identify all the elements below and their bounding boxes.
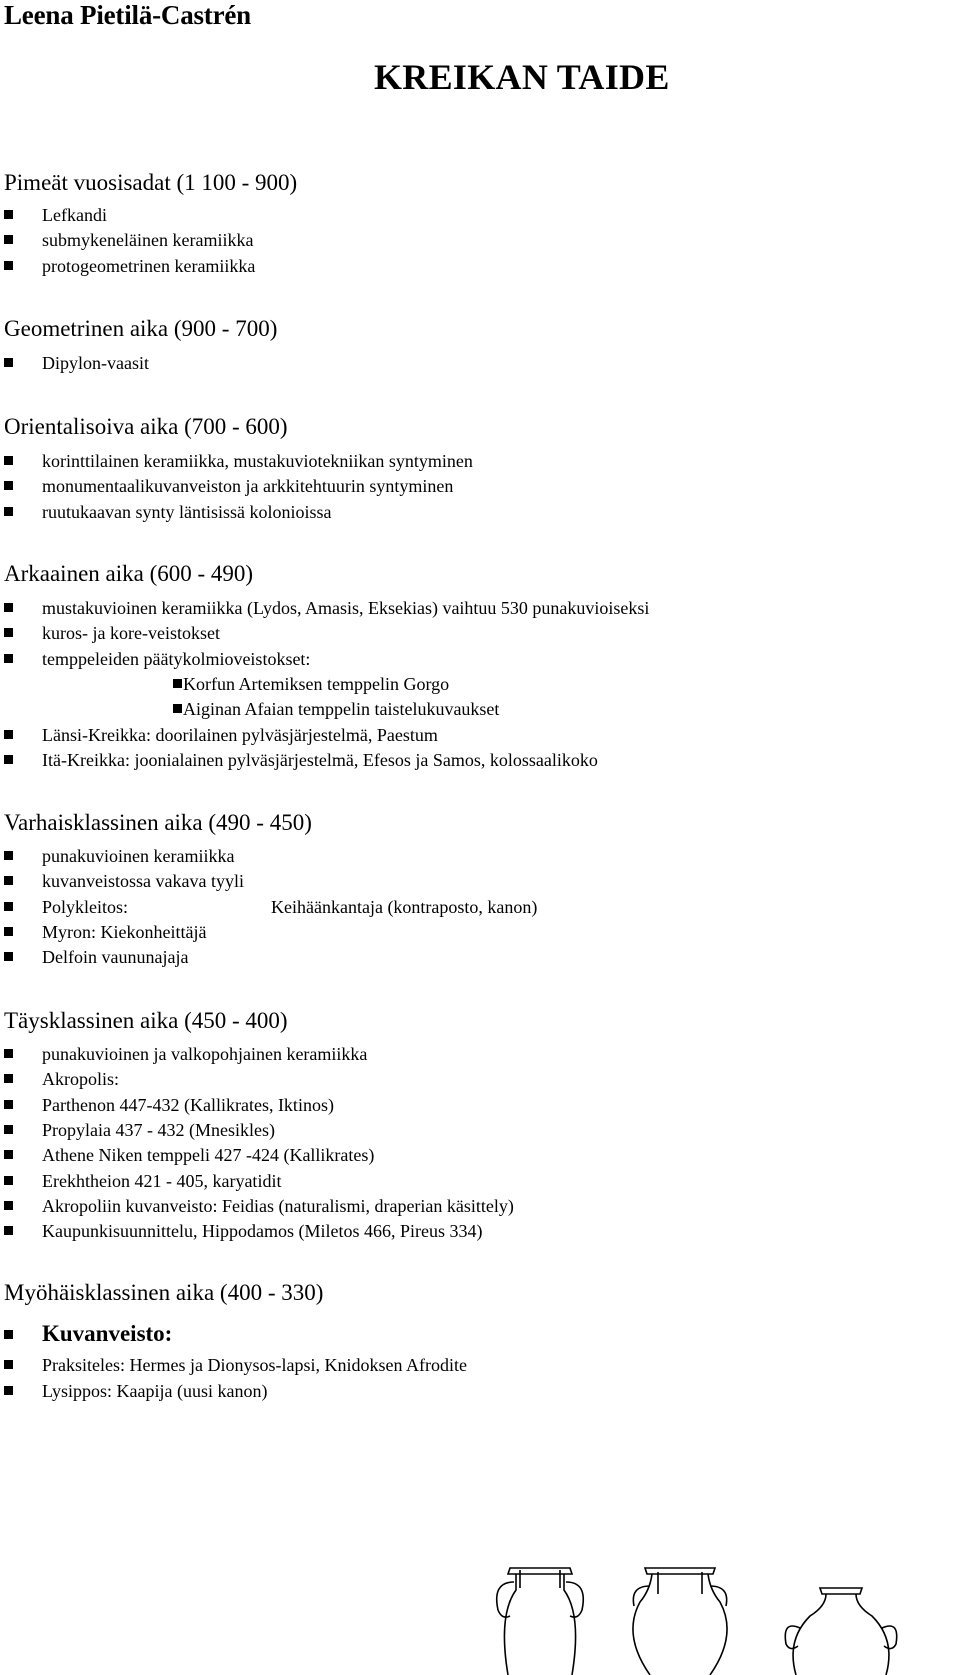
list-item-text: punakuvioinen keramiikka [42,846,235,866]
list-item-text: Delfoin vaununajaja [42,947,189,967]
list-item-text: temppeleiden päätykolmioveistokset: [42,649,311,669]
square-bullet-icon [4,1100,13,1109]
square-bullet-icon [4,1049,13,1058]
list-item-text: Länsi-Kreikka: doorilainen pylväsjärjestelmä, Paestum [42,725,438,745]
section-heading: Pimeät vuosisadat (1 100 - 900) [4,170,298,195]
list-item-detail: Keihäänkantaja (kontraposto, kanon) [271,897,538,917]
square-bullet-icon [4,902,13,911]
square-bullet-icon [4,755,13,764]
list-item-text: monumentaalikuvanveiston ja arkkitehtuurin syntyminen [42,476,454,496]
list-item-text: Polykleitos: [42,897,129,917]
square-bullet-icon [4,235,13,244]
square-bullet-icon [4,603,13,612]
square-bullet-icon [4,261,13,270]
list-item-text: Lefkandi [42,205,107,225]
list-item-text: Praksiteles: Hermes ja Dionysos-lapsi, Knidoksen Afrodite [42,1355,467,1375]
section-heading: Arkaainen aika (600 - 490) [4,561,254,586]
square-bullet-icon [4,456,13,465]
square-bullet-icon [4,1226,13,1235]
list-item-text: Itä-Kreikka: joonialainen pylväsjärjestelmä, Efesos ja Samos, kolossaalikoko [42,750,598,770]
list-item-text: kuros- ja kore-veistokset [42,623,220,643]
list-item-text: Myron: Kiekonheittäjä [42,922,207,942]
krater-drawing [633,1568,727,1675]
vase-drawings [490,1560,950,1675]
list-item-text: Aiginan Afaian temppelin taistelukuvaukset [183,699,500,719]
square-bullet-icon [4,1386,13,1395]
square-bullet-icon [4,507,13,516]
list-item-text: Athene Niken temppeli 427 -424 (Kallikrates) [42,1145,375,1165]
list-item-text: protogeometrinen keramiikka [42,256,256,276]
list-item-text: mustakuvioinen keramiikka (Lydos, Amasis, Eksekias) vaihtuu 530 punakuvioiseksi [42,598,650,618]
section-heading: Geometrinen aika (900 - 700) [4,316,278,341]
square-bullet-icon [4,628,13,637]
list-item-text: Kuvanveisto: [42,1321,173,1346]
square-bullet-icon [4,210,13,219]
list-item-text: Erekhtheion 421 - 405, karyatidit [42,1171,282,1191]
square-bullet-icon [4,358,13,367]
square-bullet-icon [173,704,182,713]
square-bullet-icon [4,481,13,490]
author-name: Leena Pietilä-Castrén [4,0,251,30]
list-item-text: Kaupunkisuunnittelu, Hippodamos (Miletos 466, Pireus 334) [42,1221,483,1241]
square-bullet-icon [4,1125,13,1134]
square-bullet-icon [4,1330,13,1339]
list-item-text: Korfun Artemiksen temppelin Gorgo [183,674,450,694]
section-heading: Varhaisklassinen aika (490 - 450) [4,810,312,835]
square-bullet-icon [4,730,13,739]
list-item-text: korinttilainen keramiikka, mustakuviotekniikan syntyminen [42,451,473,471]
section-heading: Orientalisoiva aika (700 - 600) [4,414,288,439]
square-bullet-icon [4,927,13,936]
section-heading: Täysklassinen aika (450 - 400) [4,1008,288,1033]
square-bullet-icon [4,1360,13,1369]
square-bullet-icon [4,1176,13,1185]
square-bullet-icon [4,1201,13,1210]
square-bullet-icon [4,654,13,663]
square-bullet-icon [173,679,182,688]
section-heading: Myöhäisklassinen aika (400 - 330) [4,1280,324,1305]
square-bullet-icon [4,876,13,885]
list-item-text: Lysippos: Kaapija (uusi kanon) [42,1381,268,1401]
list-item-text: Akropolis: [42,1069,120,1089]
list-item-text: ruutukaavan synty läntisissä kolonioissa [42,502,332,522]
list-item-text: punakuvioinen ja valkopohjainen keramiikka [42,1044,368,1064]
list-item-text: Propylaia 437 - 432 (Mnesikles) [42,1120,275,1140]
list-item-text: kuvanveistossa vakava tyyli [42,871,244,891]
list-item-text: submykeneläinen keramiikka [42,230,254,250]
square-bullet-icon [4,952,13,961]
amphora-drawing [497,1568,584,1675]
list-item-text: Parthenon 447-432 (Kallikrates, Iktinos) [42,1095,334,1115]
document-title: KREIKAN TAIDE [374,57,670,97]
list-item-text: Dipylon-vaasit [42,353,149,373]
square-bullet-icon [4,1150,13,1159]
stamnos-drawing [785,1588,896,1675]
list-item-text: Akropoliin kuvanveisto: Feidias (naturalismi, draperian käsittely) [42,1196,514,1216]
square-bullet-icon [4,851,13,860]
square-bullet-icon [4,1074,13,1083]
